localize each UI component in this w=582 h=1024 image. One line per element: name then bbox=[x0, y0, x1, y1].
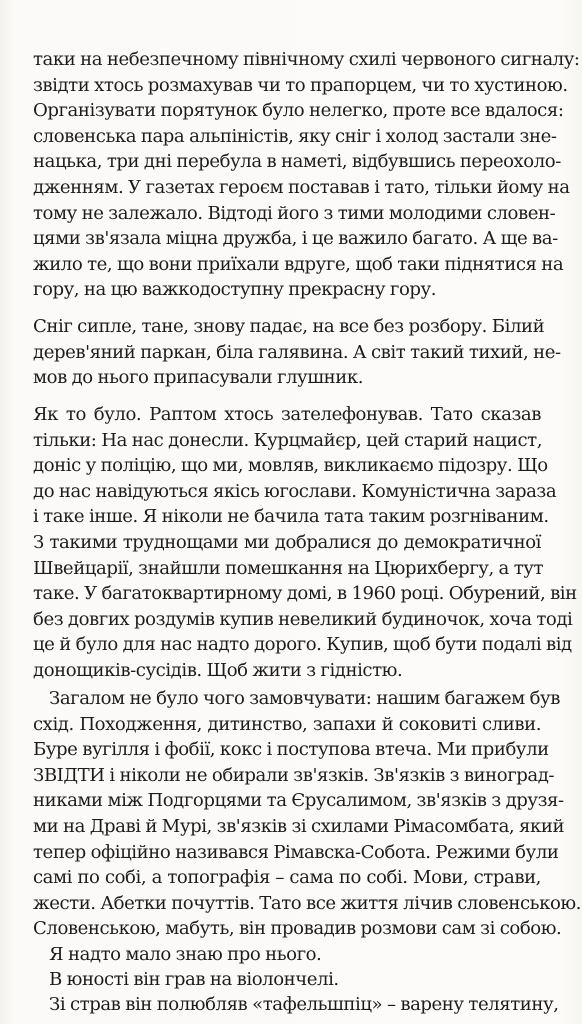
text-line: самі по собі, а топографія – сама по собі. Мови, страви, bbox=[33, 867, 541, 889]
text-line: цями зв'язала міцна дружба, і це важило багато. А ще ва- bbox=[33, 228, 558, 250]
text-line: тепер офіційно називався Рімавска-Собота. Режими були bbox=[33, 841, 559, 863]
text-line: гору, на цю важкодоступну прекрасну гору. bbox=[33, 279, 437, 301]
text-line: до нас навідуються якісь югослави. Комуністична зараза bbox=[33, 480, 557, 502]
text-line: Організувати порятунок було нелегко, проте все вдалося: bbox=[33, 100, 564, 122]
text-line: без довгих роздумів купив невеликий будиночок, хоча тоді bbox=[33, 608, 573, 630]
text-line: Буре вугілля і фобії, кокс і поступова втеча. Ми прибули bbox=[33, 739, 549, 761]
text-line: таке. У багатоквартирному домі, в 1960 році. Обурений, він bbox=[33, 583, 577, 605]
text-line: Як то було. Раптом хтось зателефонував. Тато сказав bbox=[33, 404, 541, 425]
text-line: никами між Подгорцями та Єрусалимом, зв'язків з друзя- bbox=[33, 790, 564, 812]
text-line: звідти хтось розмахував чи то прапорцем, чи то хустиною. bbox=[33, 74, 568, 96]
text-line: дерев'яний паркан, біла галявина. А світ такий тихий, не- bbox=[33, 341, 561, 363]
text-line: Словенською, мабуть, він провадив розмови сам зі собою. bbox=[33, 918, 562, 940]
text-line: словенська пара альпіністів, яку сніг і холод застали зне- bbox=[33, 125, 557, 147]
text-line: мов до нього припасували глушник. bbox=[33, 367, 363, 389]
text-line: тому не залежало. Відтоді його з тими молодими словен- bbox=[33, 202, 556, 224]
text-line: дженням. У газетах героєм поставав і тато, тільки йому на bbox=[33, 176, 570, 198]
paragraph-5 bbox=[33, 942, 541, 968]
text-line: тільки: На нас донесли. Курцмайєр, цей старий нацист, bbox=[33, 429, 543, 451]
text-line: це й було для нас надто дорого. Купив, щоб бути подалі від bbox=[33, 634, 572, 656]
paragraph-1 bbox=[33, 47, 580, 303]
text-line: жести. Абетки почуттів. Тато все життя лічив словенською. bbox=[33, 892, 581, 914]
text-line: жило те, що вони приїхали вдруге, щоб таки піднятися на bbox=[33, 253, 564, 275]
text-line: нацька, три дні перебула в наметі, відбувшись переохоло- bbox=[33, 151, 561, 173]
text-line: доніс у поліцію, що ми, мовляв, викликаємо підозру. Що bbox=[33, 455, 548, 477]
paragraph-3 bbox=[33, 402, 577, 684]
text-line: схід. Походження, дитинство, запахи й соковиті сливи. bbox=[33, 713, 541, 735]
text-line: В юності він грав на віолончелі. bbox=[49, 969, 339, 990]
paragraph-2 bbox=[33, 314, 561, 391]
text-line: ми на Драві й Мурі, зв'язків зі схилами Рімасомбата, який bbox=[33, 815, 565, 837]
text-line: Зі страв він полюбляв «тафельшпіц» – варену телятину, bbox=[49, 994, 559, 1015]
text-line: Сніг сипле, тане, знову падає, на все без розбору. Білий bbox=[33, 316, 545, 337]
text-line: ЗВІДТИ і ніколи не обирали зв'язків. Зв'язків з виноград- bbox=[33, 764, 555, 786]
text-line: Я надто мало знаю про нього. bbox=[49, 944, 322, 965]
paragraph-4 bbox=[33, 686, 581, 942]
text-line: З такими труднощами ми добралися до демократичної bbox=[33, 531, 541, 553]
paragraph-6 bbox=[33, 967, 541, 993]
text-line: і таке інше. Я ніколи не бачила тата таким розгніваним. bbox=[33, 506, 549, 528]
text-line: Швейцарії, знайшли помешкання на Цюрихбергу, а тут bbox=[33, 557, 544, 579]
paragraph-7 bbox=[33, 992, 559, 1018]
text-line: таки на небезпечному північному схилі червоного сигналу: bbox=[33, 49, 580, 70]
text-line: донощиків-сусідів. Щоб жити з гідністю. bbox=[33, 659, 403, 681]
text-line: Загалом не було чого замовчувати: нашим багажем був bbox=[49, 688, 560, 709]
